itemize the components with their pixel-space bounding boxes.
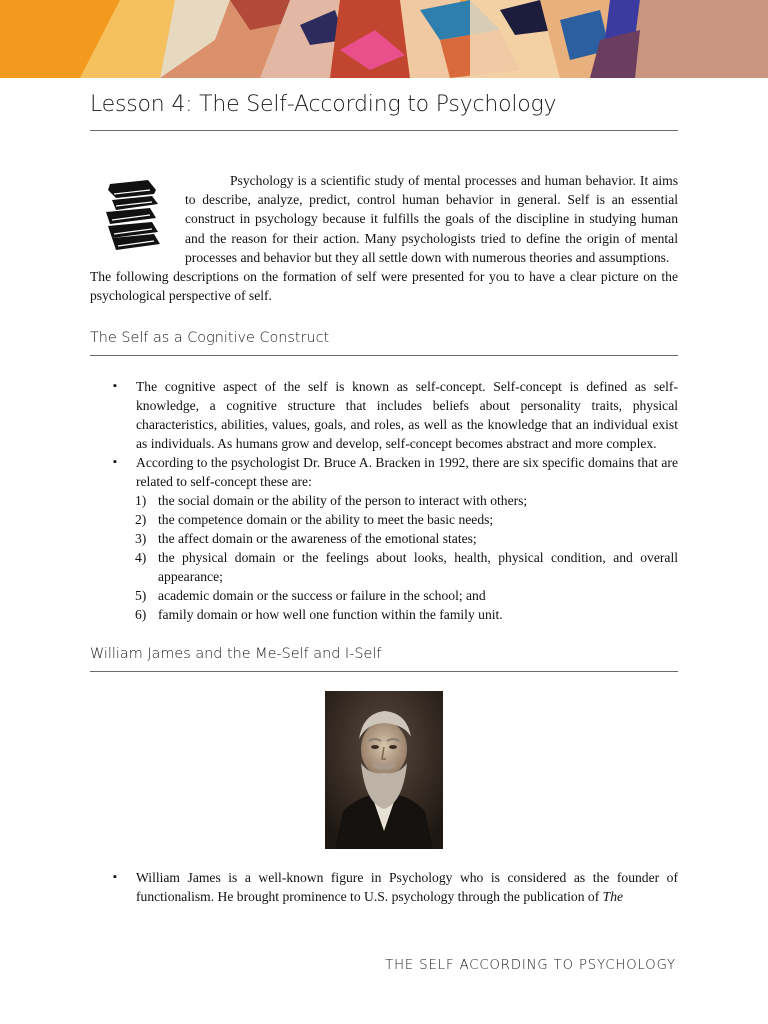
section1-divider (90, 355, 678, 356)
section-heading-cognitive: The Self as a Cognitive Construct (90, 330, 330, 346)
domain-number: 6) (135, 607, 147, 622)
domain-number: 2) (135, 512, 147, 527)
domain-text: the physical domain or the feelings about looks, health, physical condition, and overall appearance; (158, 550, 678, 584)
section-heading-william-james: William James and the Me-Self and I-Self (90, 646, 382, 662)
domain-text: family domain or how well one function within the family unit. (158, 607, 503, 622)
domain-item (113, 605, 678, 624)
section2-divider (90, 671, 678, 672)
domain-item (113, 586, 678, 605)
intro-paragraph-top: Psychology is a scientific study of mental processes and human behavior. It aims to describe, analyze, predict, control human behavior in general. Self is an essential construct in psychology because it fulfills the goals of the discipline in studying human and the reason for their action. Many psychologists tried to define the origin of mental processes and behavior but they all settle down with numerous theories and assumptions. (185, 173, 678, 265)
cognitive-bullet-list (113, 377, 678, 624)
list-item (113, 868, 678, 906)
list-item (113, 377, 678, 453)
header-banner-art (0, 0, 768, 78)
domain-text: academic domain or the success or failure in the school; and (158, 588, 486, 603)
domain-number: 5) (135, 588, 147, 603)
domain-item (113, 529, 678, 548)
page-footer: THE SELF ACCORDING TO PSYCHOLOGY (385, 958, 676, 973)
bullet-marker: ▪ (113, 456, 117, 468)
list-item (113, 453, 678, 624)
intro-paragraph-bottom: The following descriptions on the formation of self were presented for you to have a clear picture on the psychological perspective of self. (90, 269, 678, 304)
bullet-text: William James is a well-known figure in Psychology who is considered as the founder of functionalism. He brought prominence to U.S. psychology through the publication of (136, 870, 678, 904)
domains-list (113, 491, 678, 624)
bullet-text: According to the psychologist Dr. Bruce A. Bracken in 1992, there are six specific domains that are related to self-concept these are: (136, 455, 678, 489)
domain-text: the social domain or the ability of the person to interact with others; (158, 493, 528, 508)
domain-item (113, 491, 678, 510)
william-james-bullet-list (113, 868, 678, 906)
intro-text (90, 171, 678, 305)
bullet-italic-text: The (602, 889, 624, 904)
domain-text: the competence domain or the ability to meet the basic needs; (158, 512, 494, 527)
domain-text: the affect domain or the awareness of the emotional states; (158, 531, 477, 546)
william-james-portrait (325, 691, 443, 849)
lesson-title: Lesson 4: The Self-According to Psychology (90, 92, 557, 117)
domain-number: 4) (135, 550, 147, 565)
bullet-marker: ▪ (113, 380, 117, 392)
bullet-marker: ▪ (113, 871, 117, 883)
domain-number: 3) (135, 531, 147, 546)
bullet-text: The cognitive aspect of the self is known as self-concept. Self-concept is defined as self-knowledge, a cognitive structure that includes beliefs about personality traits, physical characteristics, abilities, values, goals, and roles, as well as the knowledge that an individual exist as individuals. As humans grow and develop, self-concept becomes abstract and more complex. (136, 379, 678, 451)
title-divider (90, 130, 678, 131)
domain-item (113, 510, 678, 529)
domain-number: 1) (135, 493, 147, 508)
domain-item (113, 548, 678, 586)
